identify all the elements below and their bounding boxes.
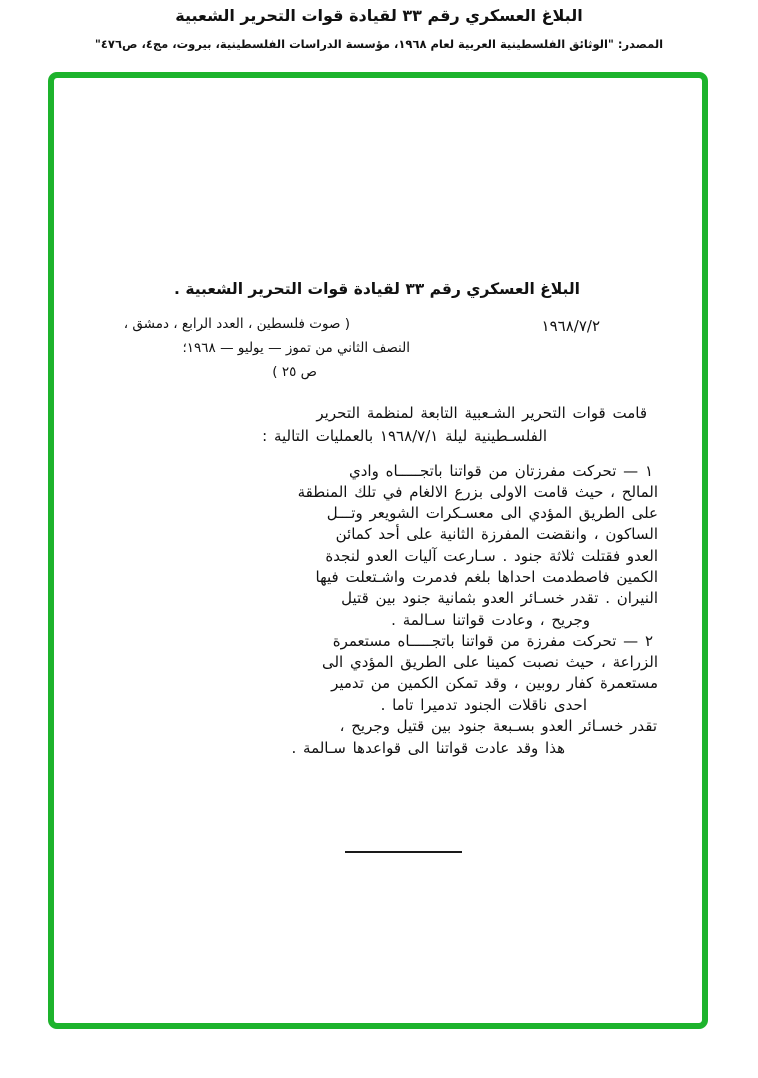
citation-line: ( صوت فلسطين ، العدد الرابع ، دمشق ،: [123, 316, 350, 332]
communique-title: البلاغ العسكري رقم ٣٣ لقيادة قوات التحرير الشعبية .: [174, 280, 580, 298]
paragraph-line: ٢ — تحركت مفرزة من قواتنا باتجـــــاه مستعمرة: [332, 632, 653, 650]
paragraph-line: الكمين فاصطدمت احداها بلغم فدمرت واشـتعلت فيها: [315, 568, 658, 586]
paragraph-line: المالح ، حيث قامت الاولى بزرع الالغام في تلك المنطقة: [297, 483, 658, 501]
paragraph-line: النيران . تقدر خسـائر العدو بثمانية جنود بين قتيل: [341, 589, 658, 607]
page-title: البلاغ العسكري رقم ٣٣ لقيادة قوات التحرير الشعبية: [175, 6, 583, 25]
divider-rule: [345, 851, 462, 853]
paragraph-line: العدو فقتلت ثلاثة جنود . سـارعت آليات العدو لنجدة: [325, 547, 658, 565]
intro-line: الفلسـطينية ليلة ١٩٦٨/٧/١ بالعمليات التالية :: [262, 427, 547, 445]
paragraph-line: الساكون ، وانقضت المفرزة الثانية على أحد كمائن: [335, 525, 658, 543]
paragraph-line: ١ — تحركت مفرزتان من قواتنا باتجـــــاه وادي: [349, 462, 653, 480]
paragraph-line: وجريح ، وعادت قواتنا سـالمة .: [391, 611, 590, 629]
citation-line: النصف الثاني من تموز — يوليو — ١٩٦٨؛: [182, 340, 410, 356]
communique-date: ١٩٦٨/٧/٢: [541, 317, 600, 335]
intro-line: قامت قوات التحرير الشـعبية التابعة لمنظمة التحرير: [316, 404, 647, 422]
citation-line: ص ٢٥ ): [272, 364, 317, 380]
paragraph-line: احدى ناقلات الجنود تدميرا تاما .: [380, 696, 587, 714]
paragraph-line: مستعمرة كفار روبين ، وقد تمكن الكمين من تدمير: [331, 674, 658, 692]
source-citation: المصدر: "الوثائق الفلسطينية العربية لعام ١٩٦٨، مؤسسة الدراسات الفلسطينية، بيروت، مج٤، ص٤٧٦": [94, 37, 664, 51]
paragraph-line: هذا وقد عادت قواتنا الى قواعدها سـالمة .: [291, 739, 565, 757]
paragraph-line: الزراعة ، حيث نصبت كمينا على الطريق المؤدي الى: [321, 653, 658, 671]
paragraph-line: على الطريق المؤدي الى معسـكرات الشويعر وتـــل: [326, 504, 658, 522]
paragraph-line: تقدر خسـائر العدو بسـبعة جنود بين قتيل وجريح ،: [339, 717, 657, 735]
